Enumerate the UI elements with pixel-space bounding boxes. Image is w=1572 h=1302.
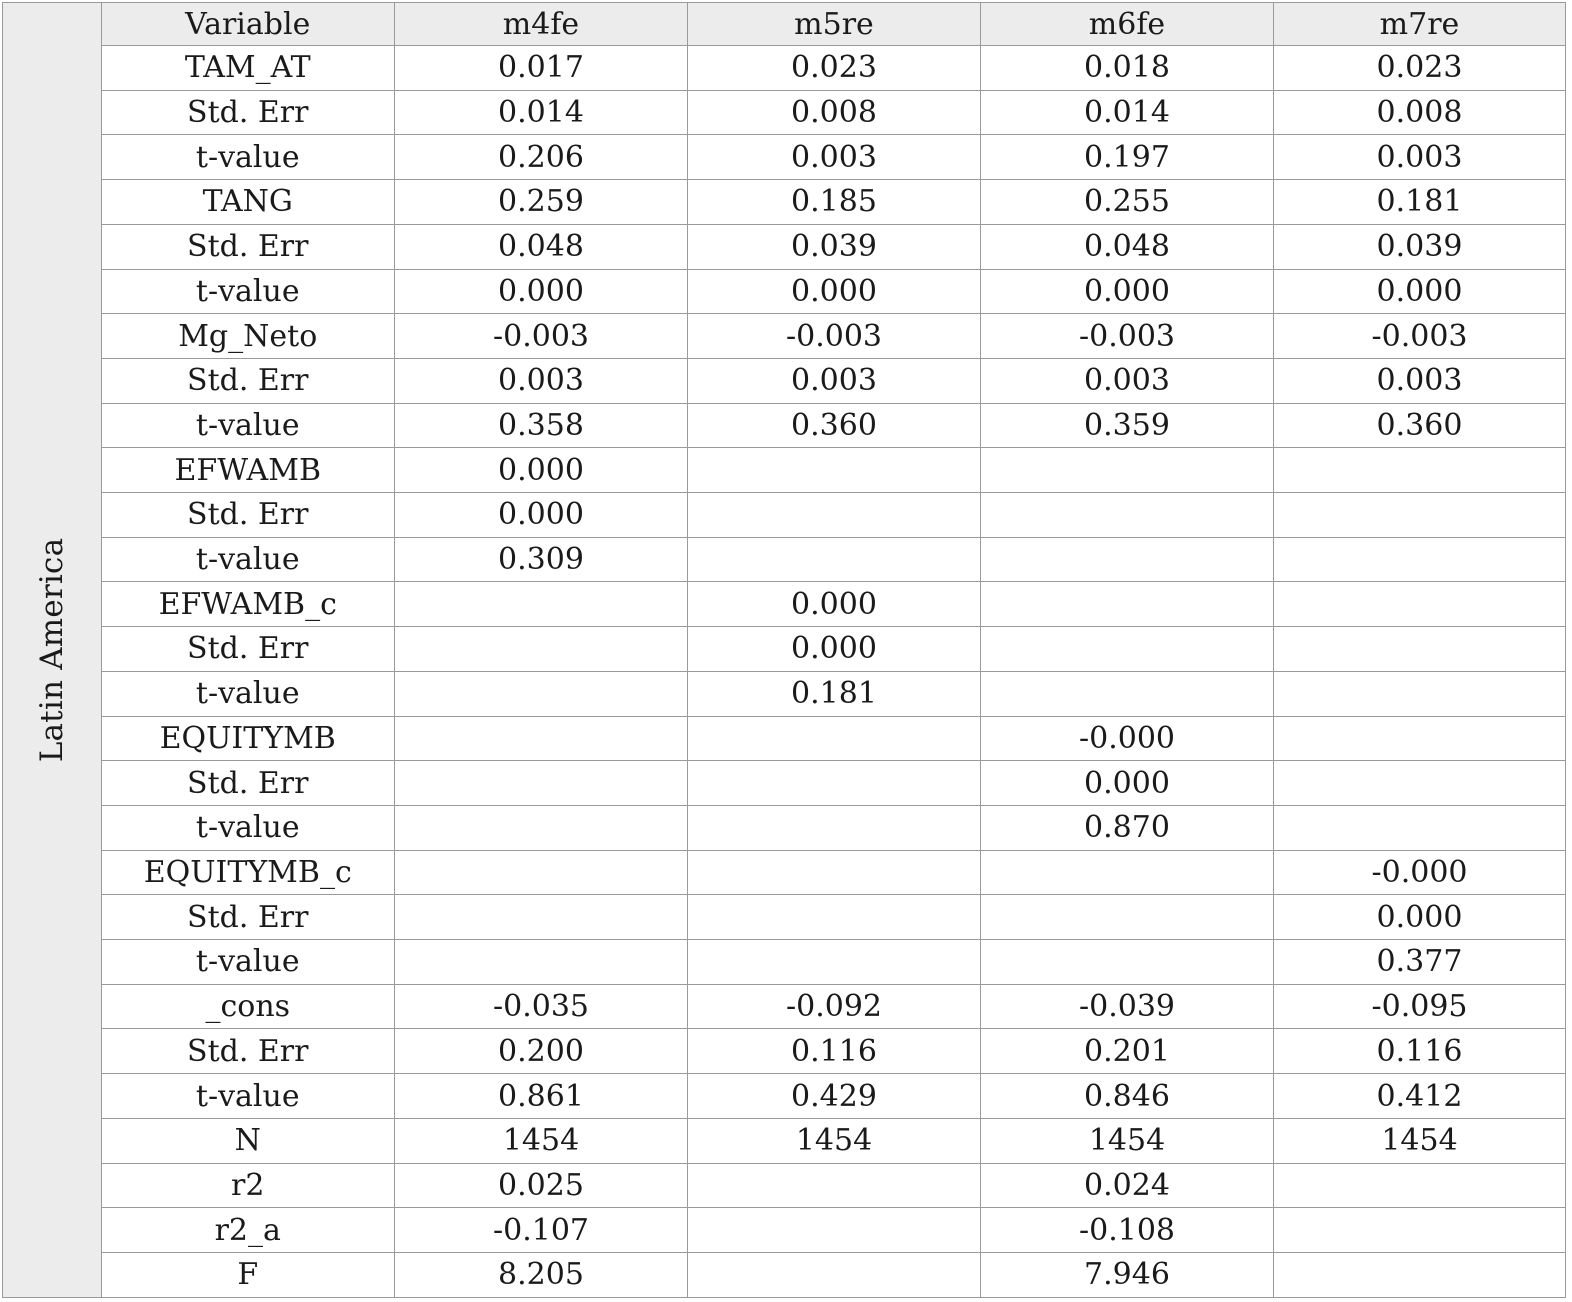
- variable-cell: EFWAMB_c: [102, 582, 395, 627]
- column-header-model: m6fe: [981, 3, 1274, 46]
- variable-cell: F: [102, 1252, 395, 1297]
- variable-cell: TAM_AT: [102, 46, 395, 91]
- table-row: [102, 493, 1566, 538]
- table-row: [102, 582, 1566, 627]
- value-cell: 0.025: [395, 1163, 688, 1208]
- value-cell: 0.870: [981, 805, 1274, 850]
- value-cell: 0.003: [1274, 358, 1566, 403]
- value-cell: [395, 850, 688, 895]
- region-label: Latin America: [33, 537, 70, 763]
- value-cell: -0.092: [688, 984, 981, 1029]
- column-header-model: m4fe: [395, 3, 688, 46]
- variable-cell: Std. Err: [102, 358, 395, 403]
- value-cell: [1274, 671, 1566, 716]
- value-cell: 0.008: [1274, 90, 1566, 135]
- value-cell: [688, 493, 981, 538]
- value-cell: 0.309: [395, 537, 688, 582]
- value-cell: 0.003: [981, 358, 1274, 403]
- value-cell: 0.000: [1274, 269, 1566, 314]
- value-cell: -0.000: [981, 716, 1274, 761]
- value-cell: [1274, 1208, 1566, 1253]
- table-row: [102, 761, 1566, 806]
- value-cell: 0.048: [395, 224, 688, 269]
- value-cell: 0.181: [688, 671, 981, 716]
- table-row: [102, 1252, 1566, 1297]
- value-cell: 0.014: [395, 90, 688, 135]
- value-cell: -0.003: [1274, 314, 1566, 359]
- value-cell: [981, 895, 1274, 940]
- value-cell: 0.197: [981, 135, 1274, 180]
- value-cell: 0.377: [1274, 940, 1566, 985]
- variable-cell: t-value: [102, 1074, 395, 1119]
- value-cell: -0.003: [981, 314, 1274, 359]
- table-row: [102, 671, 1566, 716]
- value-cell: 0.358: [395, 403, 688, 448]
- value-cell: 0.200: [395, 1029, 688, 1074]
- value-cell: -0.003: [395, 314, 688, 359]
- value-cell: [395, 895, 688, 940]
- table-row: [102, 180, 1566, 225]
- value-cell: 0.359: [981, 403, 1274, 448]
- value-cell: 0.003: [688, 358, 981, 403]
- table-row: [102, 269, 1566, 314]
- value-cell: [1274, 582, 1566, 627]
- table-row: [102, 805, 1566, 850]
- value-cell: [395, 716, 688, 761]
- value-cell: 0.003: [1274, 135, 1566, 180]
- table-row: [102, 1208, 1566, 1253]
- value-cell: 0.000: [688, 269, 981, 314]
- value-cell: 0.846: [981, 1074, 1274, 1119]
- table-row: [102, 358, 1566, 403]
- table-row: [102, 537, 1566, 582]
- table-row: [102, 984, 1566, 1029]
- value-cell: [1274, 493, 1566, 538]
- variable-cell: t-value: [102, 940, 395, 985]
- value-cell: [1274, 716, 1566, 761]
- value-cell: [688, 805, 981, 850]
- table-row: [102, 224, 1566, 269]
- value-cell: 1454: [981, 1118, 1274, 1163]
- header-row: [102, 3, 1566, 46]
- table-row: [102, 46, 1566, 91]
- table-row: [102, 135, 1566, 180]
- value-cell: -0.095: [1274, 984, 1566, 1029]
- value-cell: 0.000: [395, 269, 688, 314]
- value-cell: 0.360: [1274, 403, 1566, 448]
- value-cell: 0.181: [1274, 180, 1566, 225]
- value-cell: [1274, 805, 1566, 850]
- table-row: [102, 627, 1566, 672]
- value-cell: [395, 761, 688, 806]
- value-cell: -0.107: [395, 1208, 688, 1253]
- value-cell: 0.023: [688, 46, 981, 91]
- table-body: [102, 46, 1566, 1298]
- value-cell: 0.861: [395, 1074, 688, 1119]
- value-cell: 0.185: [688, 180, 981, 225]
- value-cell: [688, 940, 981, 985]
- variable-cell: t-value: [102, 671, 395, 716]
- region-column: [2, 2, 102, 1298]
- value-cell: 0.039: [688, 224, 981, 269]
- variable-cell: Std. Err: [102, 90, 395, 135]
- value-cell: [395, 671, 688, 716]
- table-row: [102, 716, 1566, 761]
- value-cell: -0.108: [981, 1208, 1274, 1253]
- value-cell: -0.000: [1274, 850, 1566, 895]
- value-cell: 0.360: [688, 403, 981, 448]
- variable-cell: Std. Err: [102, 627, 395, 672]
- value-cell: [981, 582, 1274, 627]
- value-cell: 0.000: [395, 493, 688, 538]
- value-cell: [688, 716, 981, 761]
- variable-cell: N: [102, 1118, 395, 1163]
- value-cell: [1274, 761, 1566, 806]
- value-cell: -0.003: [688, 314, 981, 359]
- value-cell: 0.000: [981, 761, 1274, 806]
- table-row: [102, 1029, 1566, 1074]
- value-cell: [981, 940, 1274, 985]
- column-header-variable: Variable: [102, 3, 395, 46]
- value-cell: [981, 671, 1274, 716]
- column-header-model: m5re: [688, 3, 981, 46]
- value-cell: 1454: [1274, 1118, 1566, 1163]
- value-cell: [981, 448, 1274, 493]
- value-cell: 0.017: [395, 46, 688, 91]
- table-row: [102, 850, 1566, 895]
- value-cell: [981, 850, 1274, 895]
- value-cell: [395, 940, 688, 985]
- regression-table: [102, 2, 1567, 1298]
- variable-cell: t-value: [102, 403, 395, 448]
- table-header: [102, 3, 1566, 46]
- variable-cell: t-value: [102, 805, 395, 850]
- value-cell: [688, 1252, 981, 1297]
- variable-cell: Mg_Neto: [102, 314, 395, 359]
- value-cell: 0.000: [688, 627, 981, 672]
- value-cell: [395, 582, 688, 627]
- table-row: [102, 940, 1566, 985]
- value-cell: 0.412: [1274, 1074, 1566, 1119]
- value-cell: 0.023: [1274, 46, 1566, 91]
- table-row: [102, 895, 1566, 940]
- column-header-model: m7re: [1274, 3, 1566, 46]
- value-cell: 0.024: [981, 1163, 1274, 1208]
- table-row: [102, 403, 1566, 448]
- value-cell: 0.259: [395, 180, 688, 225]
- value-cell: 0.039: [1274, 224, 1566, 269]
- value-cell: [688, 1208, 981, 1253]
- value-cell: 0.116: [1274, 1029, 1566, 1074]
- value-cell: 0.048: [981, 224, 1274, 269]
- value-cell: [688, 537, 981, 582]
- variable-cell: _cons: [102, 984, 395, 1029]
- value-cell: [688, 895, 981, 940]
- value-cell: [981, 493, 1274, 538]
- value-cell: 0.000: [395, 448, 688, 493]
- variable-cell: Std. Err: [102, 224, 395, 269]
- value-cell: 0.003: [688, 135, 981, 180]
- table-row: [102, 1118, 1566, 1163]
- variable-cell: t-value: [102, 537, 395, 582]
- value-cell: 0.206: [395, 135, 688, 180]
- value-cell: -0.039: [981, 984, 1274, 1029]
- value-cell: 0.008: [688, 90, 981, 135]
- value-cell: 0.429: [688, 1074, 981, 1119]
- value-cell: 1454: [688, 1118, 981, 1163]
- variable-cell: EQUITYMB: [102, 716, 395, 761]
- variable-cell: r2: [102, 1163, 395, 1208]
- value-cell: 7.946: [981, 1252, 1274, 1297]
- value-cell: 0.018: [981, 46, 1274, 91]
- variable-cell: t-value: [102, 269, 395, 314]
- table-row: [102, 314, 1566, 359]
- value-cell: [1274, 448, 1566, 493]
- variable-cell: TANG: [102, 180, 395, 225]
- table-row: [102, 1074, 1566, 1119]
- value-cell: 8.205: [395, 1252, 688, 1297]
- variable-cell: EQUITYMB_c: [102, 850, 395, 895]
- value-cell: 0.116: [688, 1029, 981, 1074]
- value-cell: [981, 627, 1274, 672]
- value-cell: 0.201: [981, 1029, 1274, 1074]
- value-cell: -0.035: [395, 984, 688, 1029]
- value-cell: 0.003: [395, 358, 688, 403]
- value-cell: 0.014: [981, 90, 1274, 135]
- value-cell: 1454: [395, 1118, 688, 1163]
- value-cell: [688, 850, 981, 895]
- value-cell: [688, 761, 981, 806]
- value-cell: [688, 1163, 981, 1208]
- variable-cell: t-value: [102, 135, 395, 180]
- value-cell: [981, 537, 1274, 582]
- value-cell: [688, 448, 981, 493]
- variable-cell: r2_a: [102, 1208, 395, 1253]
- table-row: [102, 1163, 1566, 1208]
- variable-cell: Std. Err: [102, 761, 395, 806]
- variable-cell: EFWAMB: [102, 448, 395, 493]
- table-row: [102, 448, 1566, 493]
- variable-cell: Std. Err: [102, 1029, 395, 1074]
- value-cell: [395, 627, 688, 672]
- value-cell: 0.000: [981, 269, 1274, 314]
- value-cell: [1274, 1163, 1566, 1208]
- table-row: [102, 90, 1566, 135]
- variable-cell: Std. Err: [102, 493, 395, 538]
- value-cell: 0.255: [981, 180, 1274, 225]
- value-cell: 0.000: [1274, 895, 1566, 940]
- value-cell: [395, 805, 688, 850]
- value-cell: 0.000: [688, 582, 981, 627]
- value-cell: [1274, 537, 1566, 582]
- regression-table-container: [2, 2, 1566, 1298]
- variable-cell: Std. Err: [102, 895, 395, 940]
- value-cell: [1274, 627, 1566, 672]
- value-cell: [1274, 1252, 1566, 1297]
